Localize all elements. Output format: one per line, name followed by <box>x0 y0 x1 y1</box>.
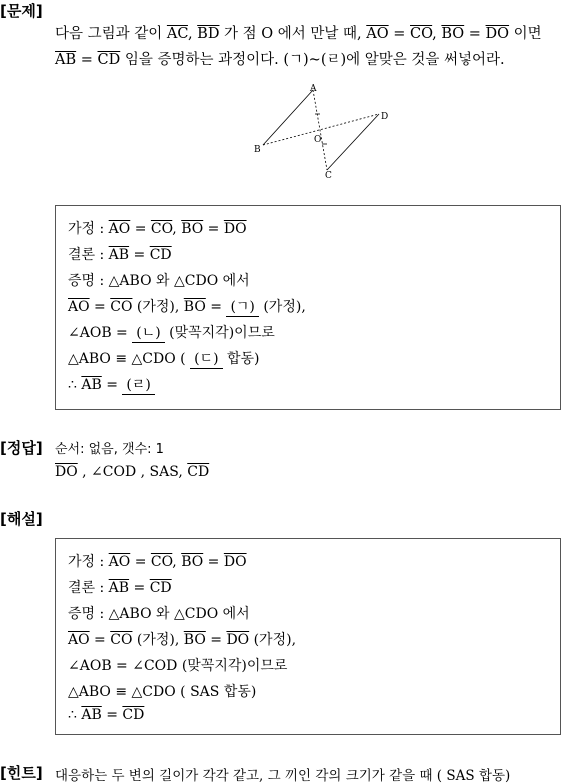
equals: = <box>101 707 123 723</box>
segment: $\overline{AB}$ <box>108 580 130 596</box>
label-c: C <box>325 171 332 180</box>
geometry-figure <box>250 82 400 180</box>
equals: = <box>130 554 151 570</box>
segment: $\overline{CO}$ <box>150 554 173 570</box>
proof-text: (맞꼭지각)이므로 <box>164 325 275 341</box>
therefore-symbol: ∴ <box>68 377 82 393</box>
explanation-box <box>55 538 561 735</box>
segment: $\overline{AO}$ <box>108 221 131 237</box>
equals: = <box>129 247 150 263</box>
problem-text: 가 점 O 에서 만날 때, <box>219 26 367 42</box>
label-d: D <box>381 112 389 122</box>
label: 가정 : <box>68 221 109 237</box>
blank-3[interactable]: (ㄷ) <box>190 348 222 369</box>
expl-intro: 증명 : △ABO 와 △CDO 에서 <box>68 606 250 622</box>
answer-header: [정답] <box>0 439 43 457</box>
segment: $\overline{DO}$ <box>226 632 250 648</box>
segment: $\overline{AO}$ <box>68 632 90 648</box>
problem-header: [문제] <box>0 2 43 20</box>
expl-step-3: △ABO ≡ △CDO ( SAS 합동) <box>68 684 257 700</box>
separator: , <box>187 26 198 42</box>
proof-text: (가정), <box>249 632 297 648</box>
equals: = <box>203 554 224 570</box>
answer-meta: 순서: 없음, 갯수: 1 <box>55 442 164 457</box>
answer-4: $\overline{CD}$ <box>187 464 210 480</box>
segment: $\overline{BO}$ <box>183 632 206 648</box>
blank-2[interactable]: (ㄴ) <box>132 322 164 343</box>
proof-text: (가정), <box>258 299 306 315</box>
segment-do: $\overline{DO}$ <box>485 26 510 42</box>
equals: = <box>89 632 111 648</box>
proof-step-2 <box>68 322 275 343</box>
segment: $\overline{CD}$ <box>149 580 172 596</box>
segment-ac-line <box>313 90 327 170</box>
expl-conclusion <box>68 577 172 597</box>
segment: $\overline{DO}$ <box>223 221 247 237</box>
segment-bd: $\overline{BD}$ <box>197 26 220 42</box>
segment: $\overline{CO}$ <box>110 632 133 648</box>
equals: = <box>205 632 227 648</box>
proof-text: 합동) <box>222 351 260 367</box>
problem-text: 이면 <box>509 26 542 42</box>
proof-intro: 증명 : △ABO 와 △CDO 에서 <box>68 273 250 289</box>
problem-line-2 <box>55 48 505 69</box>
proof-text: (가정), <box>132 299 184 315</box>
hint-header: [힌트] <box>0 764 43 782</box>
explanation-header: [해설] <box>0 510 43 528</box>
answer-values <box>55 464 209 480</box>
segment: $\overline{CO}$ <box>150 221 173 237</box>
segment: $\overline{CO}$ <box>110 299 133 315</box>
proof-step-4 <box>68 374 155 395</box>
label: 결론 : <box>68 580 109 596</box>
segment-ab: $\overline{AB}$ <box>55 52 77 68</box>
equals: = <box>205 299 227 315</box>
segment: $\overline{AB}$ <box>81 377 102 393</box>
label-b: B <box>254 145 261 155</box>
equals: = <box>89 299 111 315</box>
problem-text: 임을 증명하는 과정이다. (ㄱ)~(ㄹ)에 알맞은 것을 써넣어라. <box>120 52 505 68</box>
blank-1[interactable]: (ㄱ) <box>226 296 258 317</box>
segment-ac: $\overline{AC}$ <box>166 26 188 42</box>
segment-cd: $\overline{CD}$ <box>97 52 121 68</box>
equals: = <box>203 221 224 237</box>
blank-4[interactable]: (ㄹ) <box>122 374 154 395</box>
equals: = <box>129 580 150 596</box>
proof-text: (가정), <box>132 632 184 648</box>
proof-conclusion <box>68 244 172 264</box>
hint-text: 대응하는 두 변의 길이가 각각 같고, 그 끼인 각의 크기가 같을 때 ( SAS 합동) <box>55 768 511 784</box>
segment-co: $\overline{CO}$ <box>410 26 433 42</box>
equals: = <box>464 26 486 42</box>
label: 가정 : <box>68 554 109 570</box>
segment-bo: $\overline{BO}$ <box>441 26 465 42</box>
label-a: A <box>310 84 317 94</box>
problem-text: 다음 그림과 같이 <box>55 26 167 42</box>
label: 결론 : <box>68 247 109 263</box>
answer-1: $\overline{DO}$ <box>55 464 78 480</box>
equals: = <box>76 52 98 68</box>
segment-cd-line <box>327 114 379 170</box>
segment: $\overline{AO}$ <box>68 299 90 315</box>
label-o: O <box>314 135 322 145</box>
equals: = <box>101 377 123 393</box>
separator: , <box>432 26 442 42</box>
expl-assumption <box>68 551 247 571</box>
segment: $\overline{AO}$ <box>108 554 131 570</box>
separator: , <box>172 554 182 570</box>
segment: $\overline{AB}$ <box>81 707 102 723</box>
proof-step-1 <box>68 296 306 317</box>
problem-line-1 <box>55 22 542 43</box>
segment: $\overline{BO}$ <box>181 554 204 570</box>
equals: = <box>130 221 151 237</box>
segment: $\overline{CD}$ <box>149 247 172 263</box>
proof-step-3 <box>68 348 260 369</box>
proof-assumption <box>68 218 247 238</box>
segment: $\overline{CD}$ <box>122 707 145 723</box>
separator: , <box>172 221 182 237</box>
expl-step-1 <box>68 629 296 649</box>
segment: $\overline{BO}$ <box>181 221 204 237</box>
expl-step-2: ∠AOB = ∠COD (맞꼭지각)이므로 <box>68 658 288 674</box>
segment: $\overline{DO}$ <box>223 554 247 570</box>
proof-box <box>55 205 561 410</box>
therefore-symbol: ∴ <box>68 707 82 723</box>
answer-2-3: , ∠COD , SAS, <box>77 464 188 480</box>
segment: $\overline{AB}$ <box>108 247 130 263</box>
equals: = <box>388 26 410 42</box>
segment: $\overline{BO}$ <box>183 299 206 315</box>
segment-ao: $\overline{AO}$ <box>366 26 389 42</box>
proof-text: ∠AOB = <box>68 325 133 341</box>
expl-step-4 <box>68 707 144 723</box>
proof-text: △ABO ≡ △CDO ( <box>68 351 191 367</box>
segment-ab-line <box>263 90 313 145</box>
